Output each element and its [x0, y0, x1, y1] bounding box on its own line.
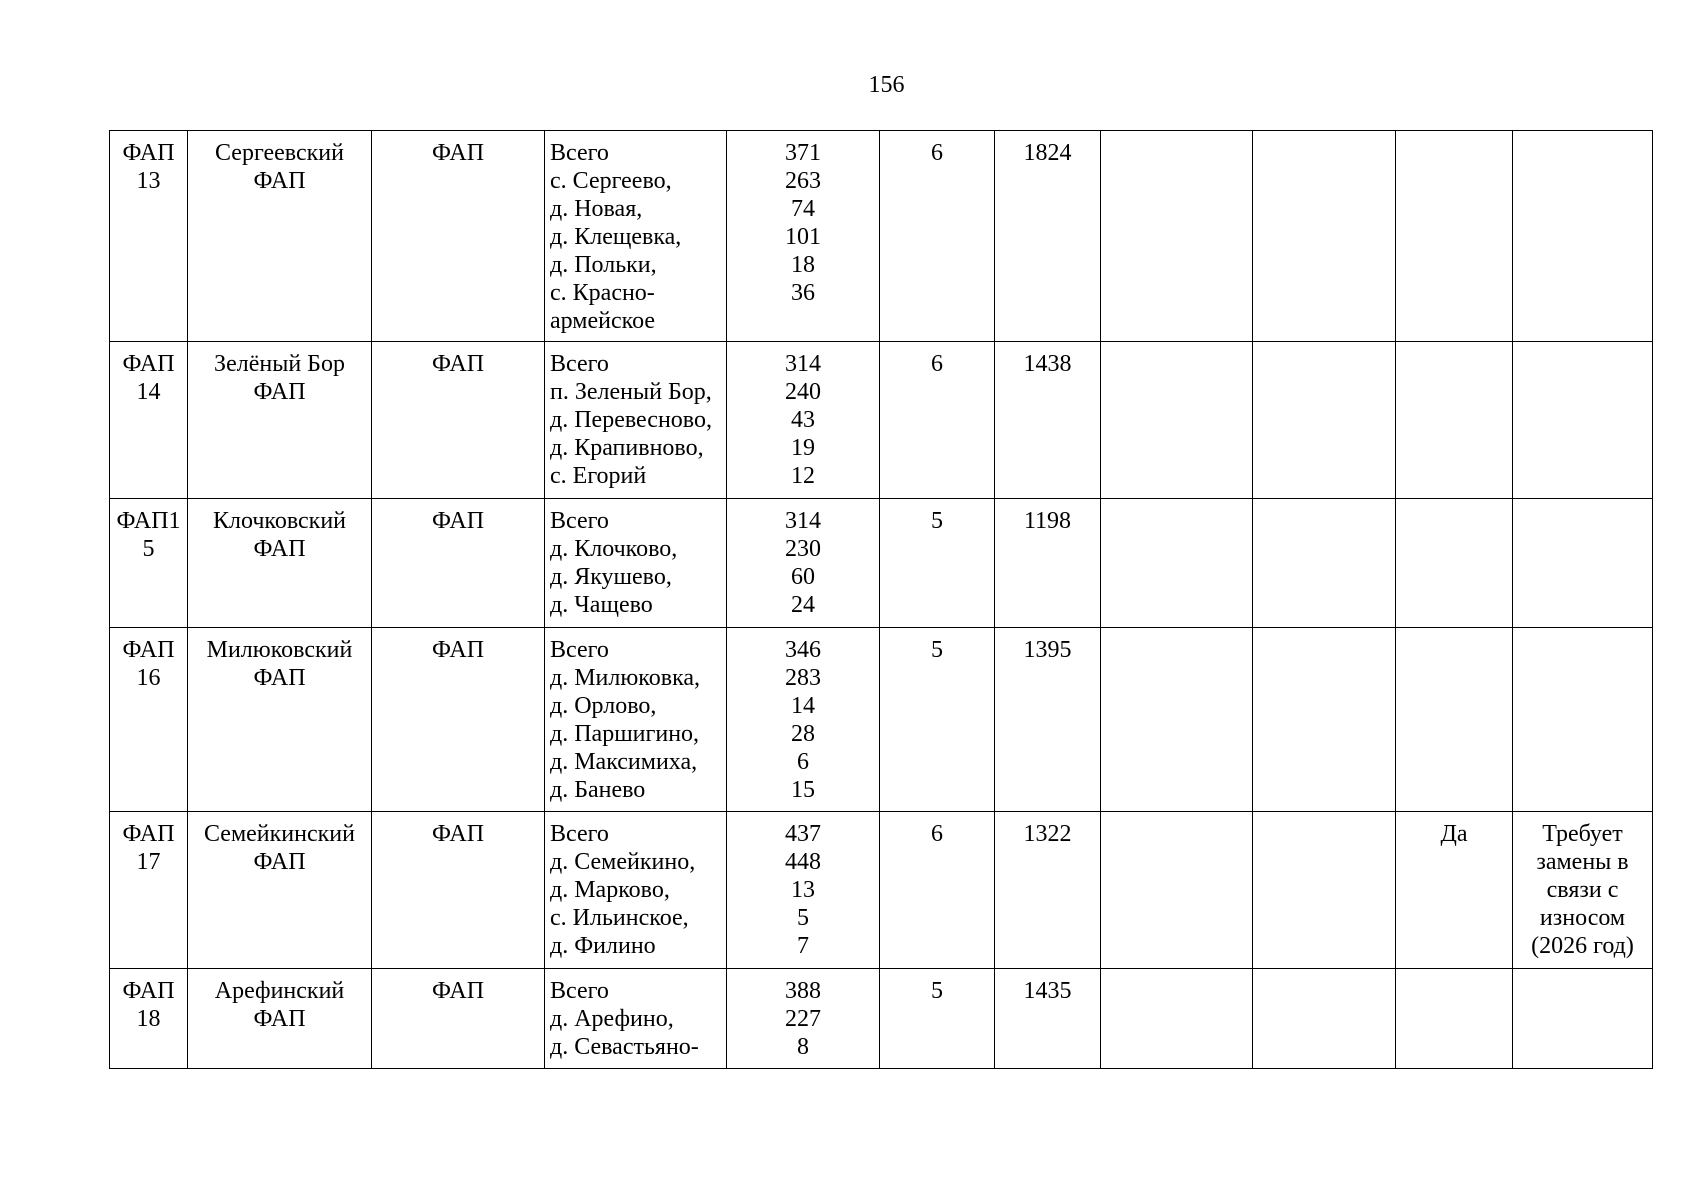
facility-type-cell: ФАП — [372, 499, 545, 628]
fap-name-cell-line: ФАП — [253, 379, 306, 405]
settlements-cell-line: с. Егорий — [550, 463, 647, 489]
col9-cell — [1253, 131, 1396, 342]
population-cell-line: 18 — [791, 252, 815, 278]
settlements-cell-line: Всего — [550, 821, 609, 847]
population-cell-line: 36 — [791, 280, 815, 306]
population-cell-line: 230 — [785, 536, 821, 562]
fap-id-cell-line: 13 — [136, 168, 161, 194]
col6-cell: 5 — [880, 969, 995, 1069]
population-cell-line: 283 — [785, 665, 821, 691]
fap-id-cell-line: 17 — [136, 849, 161, 875]
settlements-cell-line: д. Польки, — [550, 252, 657, 278]
fap-id-cell-line: ФАП — [122, 637, 175, 663]
facility-type-cell: ФАП — [372, 969, 545, 1069]
col6-cell: 6 — [880, 812, 995, 969]
fap-id-cell-line: 14 — [136, 379, 161, 405]
settlements-cell-line: д. Семейкино, — [550, 849, 696, 875]
fap-name-cell-line: Семейкинский — [204, 821, 355, 847]
col11-note-cell — [1513, 342, 1653, 499]
facility-type-cell: ФАП — [372, 342, 545, 499]
settlements-cell-line: Всего — [550, 351, 609, 377]
table-row — [110, 969, 1653, 1069]
col8-cell — [1101, 628, 1253, 812]
fap-name-cell — [188, 131, 372, 342]
fap-id-cell-line: ФАП — [122, 351, 175, 377]
facility-type-cell: ФАП — [372, 628, 545, 812]
population-cell — [727, 499, 880, 628]
population-cell — [727, 628, 880, 812]
col7-cell: 1395 — [995, 628, 1101, 812]
settlements-cell-line: с. Красно- — [550, 280, 655, 306]
settlements-cell-line: д. Крапивново, — [550, 435, 704, 461]
fap-name-cell-line: ФАП — [253, 536, 306, 562]
fap-name-cell — [188, 499, 372, 628]
population-cell-line: 388 — [785, 978, 821, 1004]
col10-cell — [1396, 969, 1513, 1069]
settlements-cell-line: д. Севастьяно- — [550, 1034, 699, 1060]
col10-cell — [1396, 131, 1513, 342]
settlements-cell-line: д. Клочково, — [550, 536, 678, 562]
settlements-cell-line: д. Банево — [550, 777, 646, 803]
col10-cell — [1396, 628, 1513, 812]
col8-cell — [1101, 131, 1253, 342]
settlements-cell-line: Всего — [550, 637, 609, 663]
col8-cell — [1101, 499, 1253, 628]
col6-cell: 5 — [880, 499, 995, 628]
settlements-cell-line: д. Перевесново, — [550, 407, 712, 433]
population-cell — [727, 131, 880, 342]
fap-id-cell-line: ФАП — [122, 978, 175, 1004]
fap-name-cell-line: Зелёный Бор — [214, 351, 345, 377]
settlements-cell-line: д. Арефино, — [550, 1006, 674, 1032]
col11-note-cell-line: замены в — [1536, 849, 1629, 875]
col11-note-cell-line: связи с — [1546, 877, 1619, 903]
fap-id-cell-line: ФАП — [122, 140, 175, 166]
settlements-cell — [545, 812, 727, 969]
col9-cell — [1253, 499, 1396, 628]
col7-cell: 1438 — [995, 342, 1101, 499]
col7-cell: 1198 — [995, 499, 1101, 628]
settlements-cell-line: д. Милюковка, — [550, 665, 701, 691]
population-cell-line: 13 — [791, 877, 815, 903]
col11-note-cell — [1513, 131, 1653, 342]
table-row — [110, 131, 1653, 342]
settlements-cell — [545, 499, 727, 628]
fap-id-cell-line: 18 — [136, 1006, 161, 1032]
col9-cell — [1253, 342, 1396, 499]
fap-registry-table — [109, 130, 1653, 1069]
settlements-cell-line: д. Новая, — [550, 196, 643, 222]
settlements-cell-line: д. Клещевка, — [550, 224, 682, 250]
fap-name-cell — [188, 628, 372, 812]
population-cell-line: 314 — [785, 508, 821, 534]
population-cell-line: 227 — [785, 1006, 821, 1032]
settlements-cell-line: д. Марково, — [550, 877, 670, 903]
fap-name-cell — [188, 342, 372, 499]
col11-note-cell-line: износом — [1539, 905, 1626, 931]
facility-type-cell: ФАП — [372, 812, 545, 969]
col7-cell: 1435 — [995, 969, 1101, 1069]
settlements-cell — [545, 131, 727, 342]
population-cell-line: 8 — [797, 1034, 809, 1060]
settlements-cell — [545, 342, 727, 499]
facility-type-cell: ФАП — [372, 131, 545, 342]
population-cell-line: 74 — [791, 196, 815, 222]
col10-cell — [1396, 342, 1513, 499]
fap-id-cell-line: ФАП — [122, 821, 175, 847]
col11-note-cell — [1513, 812, 1653, 969]
fap-name-cell-line: ФАП — [253, 1006, 306, 1032]
fap-id-cell — [110, 499, 188, 628]
population-cell — [727, 812, 880, 969]
col9-cell — [1253, 628, 1396, 812]
settlements-cell — [545, 628, 727, 812]
settlements-cell-line: Всего — [550, 978, 609, 1004]
fap-id-cell-line: 16 — [136, 665, 161, 691]
col11-note-cell — [1513, 969, 1653, 1069]
population-cell — [727, 342, 880, 499]
col8-cell — [1101, 969, 1253, 1069]
fap-id-cell-line: ФАП1 — [116, 508, 181, 534]
settlements-cell-line: Всего — [550, 140, 609, 166]
table-row — [110, 628, 1653, 812]
population-cell-line: 6 — [797, 749, 809, 775]
col9-cell — [1253, 812, 1396, 969]
fap-name-cell-line: ФАП — [253, 168, 306, 194]
table-row — [110, 812, 1653, 969]
settlements-cell-line: д. Чащево — [550, 592, 653, 618]
settlements-cell-line: д. Якушево, — [550, 564, 672, 590]
settlements-cell — [545, 969, 727, 1069]
population-cell-line: 448 — [785, 849, 821, 875]
population-cell-line: 60 — [791, 564, 815, 590]
fap-id-cell — [110, 812, 188, 969]
fap-id-cell — [110, 131, 188, 342]
fap-name-cell-line: Милюковский — [206, 637, 353, 663]
population-cell-line: 346 — [785, 637, 821, 663]
population-cell-line: 240 — [785, 379, 821, 405]
population-cell — [727, 969, 880, 1069]
fap-id-cell — [110, 969, 188, 1069]
col8-cell — [1101, 812, 1253, 969]
population-cell-line: 28 — [791, 721, 815, 747]
settlements-cell-line: д. Паршигино, — [550, 721, 700, 747]
settlements-cell-line: с. Ильинское, — [550, 905, 689, 931]
fap-name-cell — [188, 812, 372, 969]
col8-cell — [1101, 342, 1253, 499]
table-row — [110, 499, 1653, 628]
fap-name-cell-line: Сергеевский — [215, 140, 344, 166]
col7-cell: 1322 — [995, 812, 1101, 969]
population-cell-line: 24 — [791, 592, 815, 618]
settlements-cell-line: с. Сергеево, — [550, 168, 672, 194]
fap-name-cell-line: ФАП — [253, 665, 306, 691]
population-cell-line: 314 — [785, 351, 821, 377]
fap-id-cell-line: 5 — [142, 536, 155, 562]
fap-name-cell-line: Арефинский — [214, 978, 345, 1004]
col6-cell: 6 — [880, 342, 995, 499]
settlements-cell-line: д. Орлово, — [550, 693, 657, 719]
fap-name-cell — [188, 969, 372, 1069]
col7-cell: 1824 — [995, 131, 1101, 342]
col11-note-cell — [1513, 628, 1653, 812]
settlements-cell-line: армейское — [550, 308, 656, 334]
population-cell-line: 12 — [791, 463, 815, 489]
fap-id-cell — [110, 342, 188, 499]
settlements-cell-line: д. Филино — [550, 933, 656, 959]
col6-cell: 5 — [880, 628, 995, 812]
population-cell-line: 371 — [785, 140, 821, 166]
fap-name-cell-line: ФАП — [253, 849, 306, 875]
population-cell-line: 14 — [791, 693, 815, 719]
col11-note-cell — [1513, 499, 1653, 628]
col6-cell: 6 — [880, 131, 995, 342]
col11-note-cell-line: (2026 год) — [1531, 933, 1634, 959]
population-cell-line: 437 — [785, 821, 821, 847]
fap-name-cell-line: Клочковский — [212, 508, 347, 534]
col10-cell — [1396, 499, 1513, 628]
settlements-cell-line: д. Максимиха, — [550, 749, 698, 775]
population-cell-line: 43 — [791, 407, 815, 433]
page-number: 156 — [868, 72, 905, 98]
population-cell-line: 5 — [797, 905, 809, 931]
col11-note-cell-line: Требует — [1542, 821, 1623, 847]
col9-cell — [1253, 969, 1396, 1069]
table-row — [110, 342, 1653, 499]
settlements-cell-line: Всего — [550, 508, 609, 534]
population-cell-line: 19 — [791, 435, 815, 461]
fap-id-cell — [110, 628, 188, 812]
population-cell-line: 263 — [785, 168, 821, 194]
col10-cell: Да — [1396, 812, 1513, 969]
settlements-cell-line: п. Зеленый Бор, — [550, 379, 712, 405]
population-cell-line: 15 — [791, 777, 815, 803]
population-cell-line: 7 — [797, 933, 809, 959]
population-cell-line: 101 — [785, 224, 821, 250]
